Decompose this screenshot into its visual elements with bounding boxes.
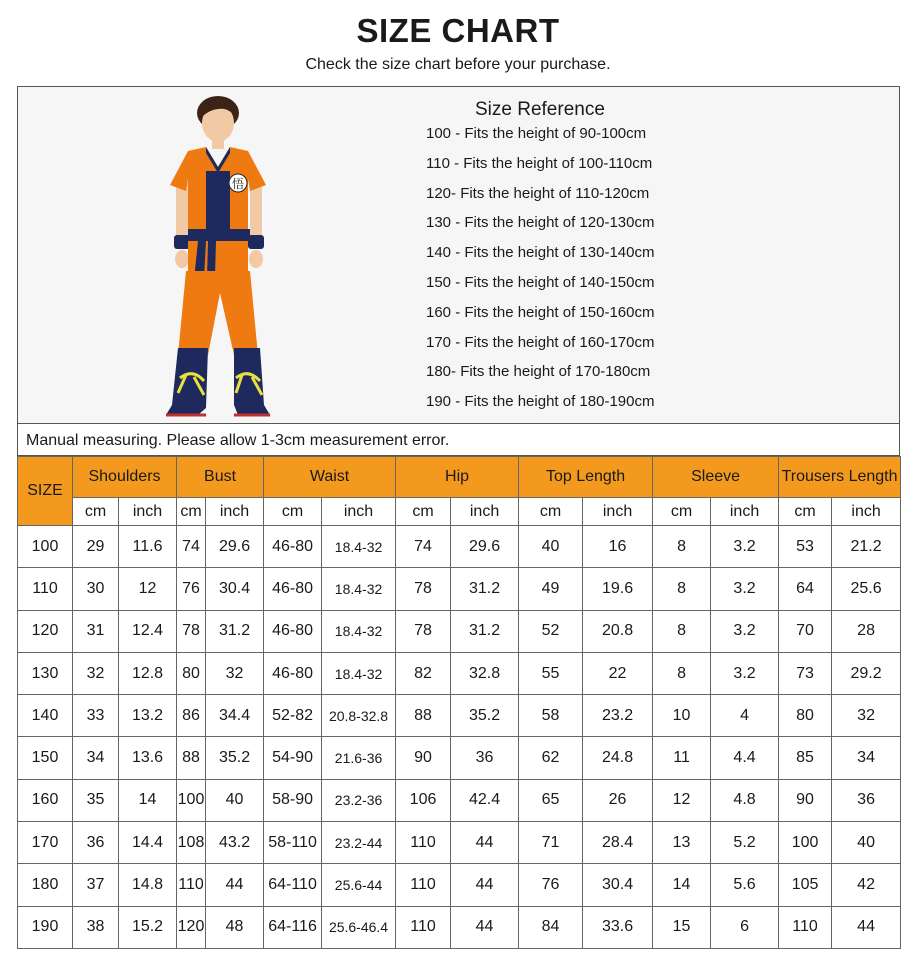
measurement-cell: 28 [832,610,901,652]
measurement-cell: 58-110 [264,822,322,864]
measurement-cell: 8 [653,652,711,694]
measurement-cell: 32 [73,652,119,694]
measurement-cell: 23.2-36 [322,779,396,821]
size-cell: 130 [18,652,73,694]
measurement-cell: 90 [779,779,832,821]
table-row [18,906,901,948]
measurement-cell: 30 [73,568,119,610]
table-row [18,652,901,694]
measurement-cell: 36 [832,779,901,821]
measurement-cell: 18.4-32 [322,652,396,694]
measurement-cell: 110 [396,822,451,864]
measurement-cell: 30.4 [206,568,264,610]
unit-inch: inch [322,498,396,526]
measurement-cell: 108 [177,822,206,864]
measurement-cell: 105 [779,864,832,906]
page-title: SIZE CHART [356,12,560,49]
size-reference-item: 170 - Fits the height of 160-170cm [426,333,655,351]
measurement-cell: 82 [396,652,451,694]
col-header-top-length: Top Length [519,457,653,498]
size-cell: 150 [18,737,73,779]
col-header-trousers-length: Trousers Length [779,457,901,498]
measurement-cell: 33 [73,695,119,737]
table-unit-row [18,498,901,526]
size-reference-item: 180- Fits the height of 170-180cm [426,363,651,381]
size-reference-item: 140 - Fits the height of 130-140cm [426,244,655,262]
table-row [18,737,901,779]
col-header-waist: Waist [264,457,396,498]
measurement-cell: 26 [583,779,653,821]
table-row [18,822,901,864]
measurement-cell: 18.4-32 [322,610,396,652]
measurement-cell: 35.2 [206,737,264,779]
size-cell: 140 [18,695,73,737]
measurement-cell: 110 [177,864,206,906]
measurement-cell: 25.6-46.4 [322,906,396,948]
measurement-cell: 64-116 [264,906,322,948]
measurement-cell: 4 [711,695,779,737]
unit-inch: inch [119,498,177,526]
size-cell: 180 [18,864,73,906]
measurement-cell: 18.4-32 [322,526,396,568]
measurement-cell: 29.2 [832,652,901,694]
measurement-cell: 54-90 [264,737,322,779]
measurement-cell: 14 [653,864,711,906]
measurement-cell: 11 [653,737,711,779]
measurement-cell: 85 [779,737,832,779]
unit-cm: cm [779,498,832,526]
unit-cm: cm [73,498,119,526]
measurement-cell: 80 [177,652,206,694]
measurement-cell: 20.8-32.8 [322,695,396,737]
size-cell: 160 [18,779,73,821]
measurement-cell: 31.2 [206,610,264,652]
col-header-sleeve: Sleeve [653,457,779,498]
measurement-cell: 4.8 [711,779,779,821]
measurement-cell: 29 [73,526,119,568]
measurement-cell: 35 [73,779,119,821]
measurement-cell: 46-80 [264,610,322,652]
measurement-cell: 110 [779,906,832,948]
table-row [18,695,901,737]
col-header-bust: Bust [177,457,264,498]
measurement-cell: 34.4 [206,695,264,737]
measurement-cell: 16 [583,526,653,568]
measurement-cell: 86 [177,695,206,737]
measurement-cell: 20.8 [583,610,653,652]
measurement-cell: 44 [206,864,264,906]
measurement-cell: 3.2 [711,568,779,610]
unit-cm: cm [653,498,711,526]
unit-inch: inch [583,498,653,526]
measurement-cell: 31.2 [451,568,519,610]
measurement-cell: 14.8 [119,864,177,906]
measurement-cell: 78 [396,610,451,652]
measurement-cell: 12.8 [119,652,177,694]
measurement-cell: 8 [653,610,711,652]
size-cell: 110 [18,568,73,610]
measurement-note: Manual measuring. Please allow 1-3cm measurement error. [17,423,900,456]
measurement-cell: 14.4 [119,822,177,864]
measurement-cell: 6 [711,906,779,948]
measurement-cell: 44 [451,822,519,864]
col-header-hip: Hip [396,457,519,498]
table-row [18,779,901,821]
measurement-cell: 58-90 [264,779,322,821]
measurement-cell: 49 [519,568,583,610]
measurement-cell: 19.6 [583,568,653,610]
measurement-cell: 40 [519,526,583,568]
measurement-cell: 74 [177,526,206,568]
costume-emblem-text: 悟 [231,177,245,191]
table-row [18,610,901,652]
measurement-cell: 46-80 [264,568,322,610]
measurement-cell: 37 [73,864,119,906]
measurement-cell: 58 [519,695,583,737]
measurement-cell: 5.6 [711,864,779,906]
measurement-cell: 110 [396,864,451,906]
measurement-cell: 106 [396,779,451,821]
unit-cm: cm [519,498,583,526]
size-reference-item: 160 - Fits the height of 150-160cm [426,303,655,321]
measurement-cell: 13 [653,822,711,864]
measurement-cell: 38 [73,906,119,948]
measurement-cell: 42 [832,864,901,906]
measurement-cell: 34 [832,737,901,779]
measurement-cell: 22 [583,652,653,694]
measurement-cell: 12.4 [119,610,177,652]
size-table [17,456,901,949]
measurement-cell: 28.4 [583,822,653,864]
measurement-cell: 52-82 [264,695,322,737]
costume-model-image [138,93,298,418]
measurement-cell: 70 [779,610,832,652]
measurement-cell: 33.6 [583,906,653,948]
measurement-cell: 29.6 [451,526,519,568]
measurement-cell: 62 [519,737,583,779]
measurement-cell: 32 [832,695,901,737]
size-cell: 190 [18,906,73,948]
measurement-cell: 30.4 [583,864,653,906]
measurement-cell: 34 [73,737,119,779]
measurement-cell: 23.2 [583,695,653,737]
measurement-cell: 88 [177,737,206,779]
measurement-cell: 44 [451,906,519,948]
measurement-cell: 3.2 [711,652,779,694]
measurement-cell: 25.6 [832,568,901,610]
unit-inch: inch [451,498,519,526]
measurement-cell: 100 [177,779,206,821]
measurement-cell: 4.4 [711,737,779,779]
measurement-cell: 80 [779,695,832,737]
measurement-cell: 78 [396,568,451,610]
measurement-cell: 21.2 [832,526,901,568]
measurement-cell: 46-80 [264,526,322,568]
measurement-cell: 31 [73,610,119,652]
measurement-cell: 32 [206,652,264,694]
measurement-cell: 21.6-36 [322,737,396,779]
measurement-cell: 5.2 [711,822,779,864]
measurement-cell: 44 [832,906,901,948]
measurement-cell: 53 [779,526,832,568]
unit-inch: inch [832,498,901,526]
measurement-cell: 90 [396,737,451,779]
measurement-cell: 35.2 [451,695,519,737]
size-reference-item: 110 - Fits the height of 100-110cm [426,154,653,172]
measurement-cell: 43.2 [206,822,264,864]
size-reference-title: Size Reference [475,99,605,120]
measurement-cell: 29.6 [206,526,264,568]
measurement-cell: 13.6 [119,737,177,779]
measurement-cell: 55 [519,652,583,694]
col-header-shoulders: Shoulders [73,457,177,498]
table-row [18,864,901,906]
measurement-cell: 64 [779,568,832,610]
page-subtitle: Check the size chart before your purchase. [305,56,611,73]
size-reference-item: 150 - Fits the height of 140-150cm [426,273,655,291]
table-row [18,568,901,610]
unit-cm: cm [264,498,322,526]
measurement-cell: 11.6 [119,526,177,568]
measurement-cell: 44 [451,864,519,906]
measurement-cell: 10 [653,695,711,737]
measurement-cell: 8 [653,568,711,610]
table-header-row [18,457,901,498]
table-row [18,526,901,568]
measurement-cell: 64-110 [264,864,322,906]
size-table-body [18,526,901,949]
size-cell: 100 [18,526,73,568]
measurement-cell: 46-80 [264,652,322,694]
col-header-size: SIZE [18,457,73,526]
size-reference-list [426,125,654,423]
measurement-cell: 32.8 [451,652,519,694]
size-cell: 170 [18,822,73,864]
measurement-cell: 12 [119,568,177,610]
measurement-cell: 76 [177,568,206,610]
measurement-cell: 15.2 [119,906,177,948]
size-reference-item: 100 - Fits the height of 90-100cm [426,125,647,142]
measurement-cell: 100 [779,822,832,864]
measurement-cell: 78 [177,610,206,652]
measurement-cell: 65 [519,779,583,821]
measurement-cell: 14 [119,779,177,821]
measurement-cell: 71 [519,822,583,864]
measurement-cell: 15 [653,906,711,948]
measurement-cell: 84 [519,906,583,948]
measurement-cell: 36 [73,822,119,864]
measurement-cell: 3.2 [711,526,779,568]
unit-cm: cm [177,498,206,526]
size-reference-item: 120- Fits the height of 110-120cm [426,184,650,202]
measurement-cell: 52 [519,610,583,652]
measurement-cell: 40 [832,822,901,864]
measurement-cell: 76 [519,864,583,906]
measurement-cell: 13.2 [119,695,177,737]
measurement-cell: 24.8 [583,737,653,779]
unit-cm: cm [396,498,451,526]
size-cell: 120 [18,610,73,652]
measurement-cell: 25.6-44 [322,864,396,906]
measurement-cell: 88 [396,695,451,737]
measurement-cell: 40 [206,779,264,821]
measurement-cell: 110 [396,906,451,948]
measurement-cell: 23.2-44 [322,822,396,864]
measurement-cell: 3.2 [711,610,779,652]
measurement-cell: 36 [451,737,519,779]
measurement-cell: 8 [653,526,711,568]
measurement-cell: 120 [177,906,206,948]
size-reference-item: 130 - Fits the height of 120-130cm [426,214,655,232]
measurement-cell: 18.4-32 [322,568,396,610]
measurement-cell: 73 [779,652,832,694]
measurement-cell: 42.4 [451,779,519,821]
unit-inch: inch [711,498,779,526]
measurement-cell: 12 [653,779,711,821]
unit-inch: inch [206,498,264,526]
size-reference-item: 190 - Fits the height of 180-190cm [426,393,655,411]
measurement-cell: 31.2 [451,610,519,652]
size-reference-panel [17,86,900,423]
measurement-cell: 74 [396,526,451,568]
measurement-cell: 48 [206,906,264,948]
